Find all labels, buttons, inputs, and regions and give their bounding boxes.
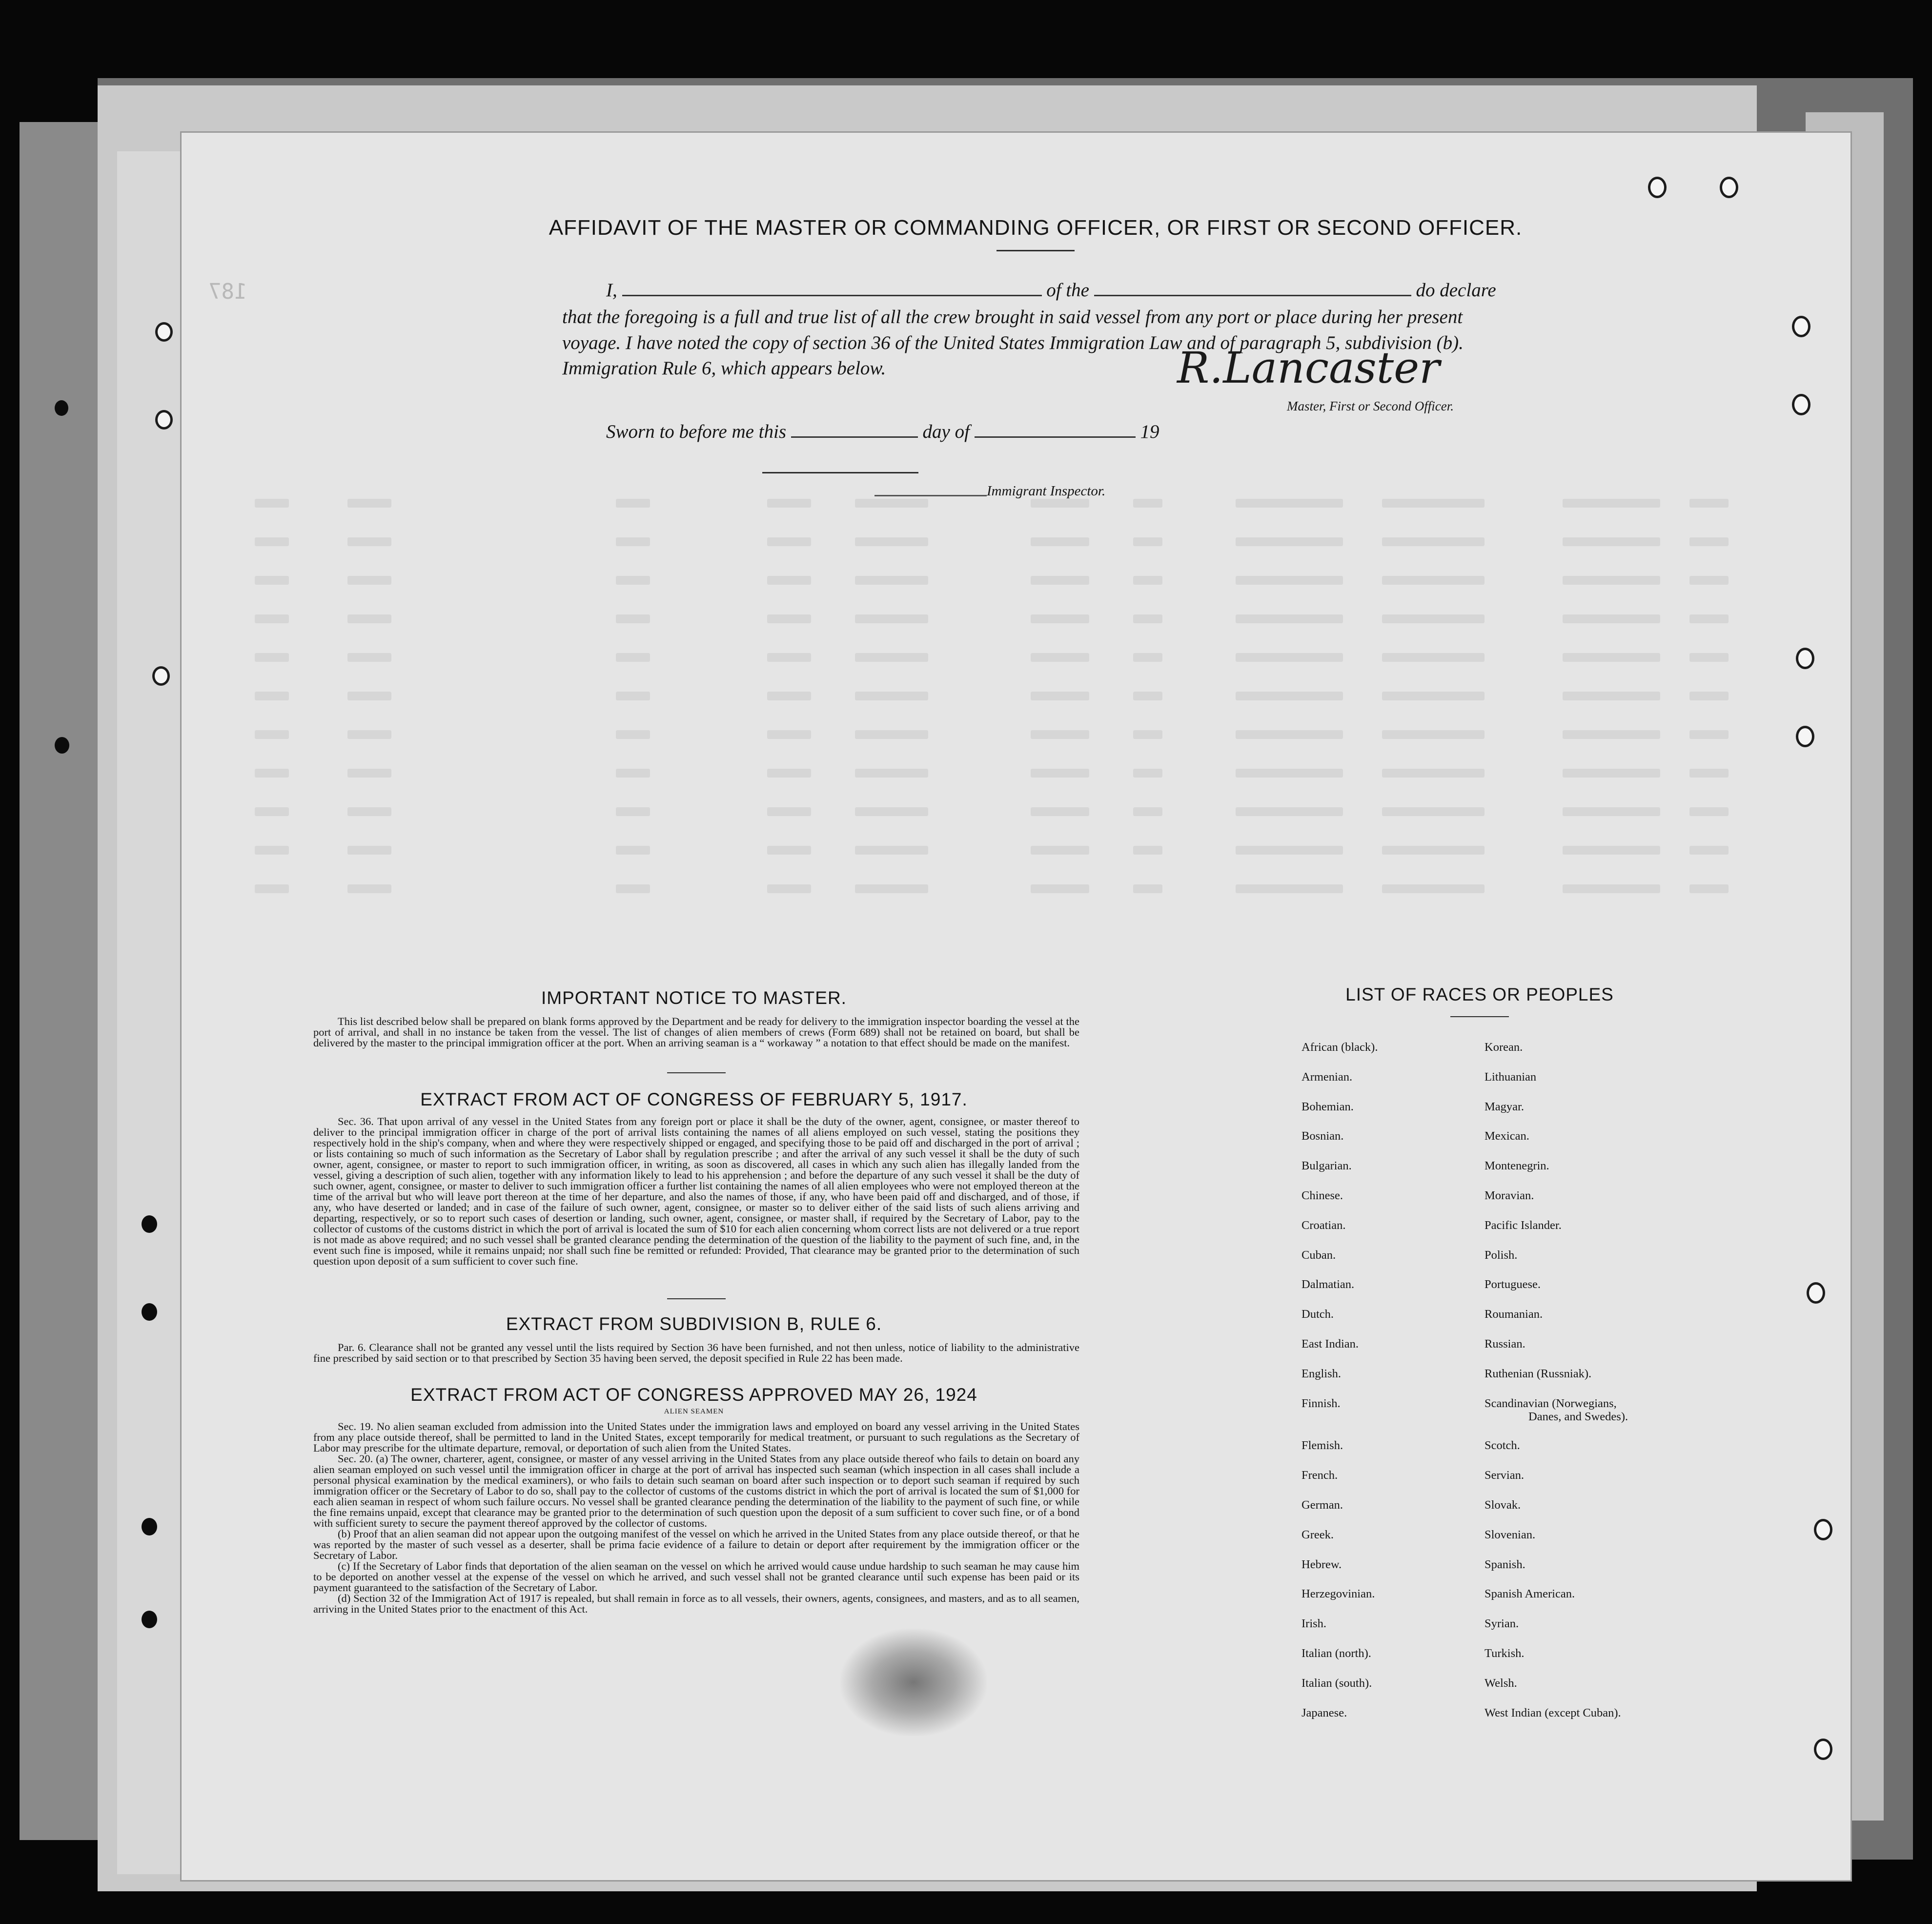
bleed-through-mark bbox=[1133, 653, 1162, 662]
extract-1924-text bbox=[313, 1421, 1079, 1615]
bleed-through-mark bbox=[855, 769, 928, 778]
binder-hole bbox=[142, 1611, 157, 1628]
bleed-through-mark bbox=[255, 537, 289, 546]
bleed-through-mark bbox=[1382, 807, 1485, 816]
extract-1917-text bbox=[313, 1116, 1079, 1267]
bleed-through-mark bbox=[1563, 537, 1660, 546]
affidavit-title: AFFIDAVIT OF THE MASTER OR COMMANDING OFFICER, OR FIRST OR SECOND OFFICER. bbox=[549, 216, 1523, 240]
race-right-item: Montenegrin. bbox=[1485, 1159, 1549, 1173]
race-right-item: Korean. bbox=[1485, 1041, 1523, 1054]
bleed-through-mark bbox=[1563, 730, 1660, 739]
bleed-through-mark bbox=[1382, 730, 1485, 739]
races-divider bbox=[1450, 1016, 1509, 1017]
vessel-name-field[interactable] bbox=[1094, 295, 1411, 296]
bleed-through-mark bbox=[767, 769, 811, 778]
subdivision-b-paragraph: Par. 6. Clearance shall not be granted any vessel until the lists required by Section 36 have been furnished, and not then unless, notice of liability to the administrative fine prescribed by said section or to that prescribed by Section 35 having been served, the deposit specified in Rule 22 has been made. bbox=[313, 1341, 1079, 1364]
race-left-item: Japanese. bbox=[1302, 1706, 1347, 1719]
year-label: 19 bbox=[1140, 421, 1159, 442]
race-left-item: Armenian. bbox=[1302, 1070, 1353, 1084]
binder-hole bbox=[1807, 1282, 1825, 1304]
bleed-through-mark bbox=[1133, 807, 1162, 816]
bleed-through-mark bbox=[1689, 730, 1729, 739]
bleed-through-mark bbox=[616, 846, 650, 855]
race-left-item: Bosnian. bbox=[1302, 1129, 1344, 1143]
do-declare-label: do declare bbox=[1416, 280, 1496, 301]
race-right-item: Pacific Islander. bbox=[1485, 1218, 1562, 1232]
bleed-through-mark bbox=[855, 499, 928, 508]
binder-hole bbox=[1792, 394, 1810, 415]
bleed-through-mark bbox=[255, 807, 289, 816]
bleed-through-mark bbox=[1031, 730, 1089, 739]
bleed-through-mark bbox=[1689, 537, 1729, 546]
bleed-through-mark bbox=[1031, 884, 1089, 893]
bleed-through-mark bbox=[616, 537, 650, 546]
bleed-through-mark bbox=[855, 730, 928, 739]
bleed-through-mark bbox=[1382, 537, 1485, 546]
bleed-through-mark bbox=[1031, 499, 1089, 508]
race-left-item: Dalmatian. bbox=[1302, 1278, 1355, 1291]
race-right-item: Mexican. bbox=[1485, 1129, 1529, 1143]
bleed-through-mark bbox=[347, 807, 391, 816]
alien-seamen-subtitle: ALIEN SEAMEN bbox=[664, 1408, 724, 1415]
race-right-item: Moravian. bbox=[1485, 1189, 1534, 1202]
inspector-line-1 bbox=[762, 472, 918, 473]
bleed-through-mark bbox=[1689, 614, 1729, 623]
race-left-item: Bohemian. bbox=[1302, 1100, 1354, 1113]
bleed-through-mark bbox=[1382, 884, 1485, 893]
signature-caption: Master, First or Second Officer. bbox=[1287, 399, 1454, 413]
bleed-through-mark bbox=[255, 499, 289, 508]
bleed-through-mark bbox=[1689, 499, 1729, 508]
bleed-through-mark bbox=[255, 730, 289, 739]
bleed-through-mark bbox=[1689, 846, 1729, 855]
declaration-line-2: that the foregoing is a full and true list of all the crew brought in said vessel from any port or place during her present bbox=[562, 307, 1463, 327]
subdivision-b-title: EXTRACT FROM SUBDIVISION B, RULE 6. bbox=[506, 1314, 882, 1334]
race-left-item: Flemish. bbox=[1302, 1439, 1343, 1453]
bleed-through-mark bbox=[1031, 653, 1089, 662]
bleed-through-mark bbox=[1563, 769, 1660, 778]
bleed-through-mark bbox=[616, 884, 650, 893]
binder-hole bbox=[142, 1518, 157, 1535]
bleed-through-mark bbox=[855, 537, 928, 546]
race-left-item: African (black). bbox=[1302, 1041, 1378, 1054]
subdivision-b-text bbox=[313, 1342, 1079, 1364]
race-right-item: Syrian. bbox=[1485, 1617, 1519, 1631]
bleed-through-mark bbox=[616, 769, 650, 778]
bleed-through-mark bbox=[1563, 499, 1660, 508]
race-left-item: Herzegovinian. bbox=[1302, 1587, 1375, 1601]
bleed-through-mark bbox=[1236, 807, 1343, 816]
race-left-item: Bulgarian. bbox=[1302, 1159, 1352, 1173]
bleed-through-mark bbox=[1563, 692, 1660, 700]
binder-hole bbox=[1814, 1739, 1832, 1760]
binder-hole bbox=[142, 1303, 157, 1321]
bleed-through-mark bbox=[1236, 846, 1343, 855]
extract-1917-title: EXTRACT FROM ACT OF CONGRESS OF FEBRUARY 5, 1917. bbox=[420, 1089, 968, 1109]
race-left-item: Chinese. bbox=[1302, 1189, 1343, 1202]
bleed-through-mark bbox=[767, 653, 811, 662]
bleed-through-mark bbox=[1382, 692, 1485, 700]
bleed-through-mark bbox=[1236, 884, 1343, 893]
race-right-item: Roumanian. bbox=[1485, 1308, 1543, 1321]
race-left-item: English. bbox=[1302, 1367, 1341, 1380]
races-title: LIST OF RACES OR PEOPLES bbox=[1345, 984, 1614, 1004]
race-right-item: Scandinavian (Norwegians, bbox=[1485, 1396, 1617, 1410]
sworn-label: Sworn to before me this bbox=[606, 421, 787, 442]
bleed-through-mark bbox=[1236, 730, 1343, 739]
bleed-through-mark bbox=[1382, 846, 1485, 855]
bleed-through-mark bbox=[1689, 769, 1729, 778]
bleed-through-mark bbox=[855, 576, 928, 585]
bleed-through-mark bbox=[1563, 846, 1660, 855]
bleed-through-mark bbox=[767, 807, 811, 816]
bleed-through-mark bbox=[347, 614, 391, 623]
bleed-through-mark bbox=[855, 614, 928, 623]
race-left-item: Croatian. bbox=[1302, 1218, 1346, 1232]
bleed-through-mark bbox=[855, 692, 928, 700]
race-right-item: Lithuanian bbox=[1485, 1070, 1537, 1084]
extract-1917-paragraph: Sec. 36. That upon arrival of any vessel in the United States from any foreign port or place it shall be the duty of the owner, agent, consignee, or master thereof to deliver to the principal immigration officer in charge of the port of arrival lists containing the names of all aliens employed on such vessel, stating the positions they respectively hold in the ship's company, when and where they were respectively shipped or engaged, and specifying those to be paid off and discharged in the port of arrival ; or lists containing so much of such information as the Secretary of Labor shall by regulation prescribe ; and after the arrival of any such vessel it shall be the duty of such owner, agent, consignee, or master to report to such immigration officer, in writing, as soon as discovered, all cases in which any such alien has illegally landed from the vessel, giving a description of such alien, together with any information likely to lead to his apprehension ; and before the departure of any such vessel it shall be the duty of such owner, agent, consignee, or master to deliver to such immigration officer a further list containing the names of all alien employees who were not employed thereon at the time of the arrival but who will leave port thereon at the time of her departure, and also the names of those, if any, who have been paid off and discharged, and of those, if any, who have deserted or landed; and in case of the failure of such owner, agent, consignee, or master so to deliver either of the said lists of such aliens arriving and departing, respectively, or so to report such cases of desertion or landing, such owner, agent, consignee, or master shall, if required by the Secretary of Labor, pay to the collector of customs of the customs district in which the port of arrival is located the sum of $10 for each alien concerning whom correct lists are not delivered or a true report is not made as above required; and no such vessel shall be granted clearance pending the determination of the question of the liability to the payment of such fine, and, in the event such fine is imposed, while it remains unpaid; nor shall such fine be remitted or refunded: Provided, That clearance may be granted prior to the determination of such question upon deposit of a sum sufficient to cover such fine. bbox=[313, 1115, 1079, 1267]
bleed-through-mark bbox=[1236, 653, 1343, 662]
race-right-item: Servian. bbox=[1485, 1469, 1524, 1482]
race-right-item: Turkish. bbox=[1485, 1647, 1525, 1660]
bleed-through-mark bbox=[767, 576, 811, 585]
bleed-through-mark bbox=[767, 884, 811, 893]
bleed-through-mark bbox=[1133, 884, 1162, 893]
bleed-through-mark bbox=[616, 653, 650, 662]
bleed-through-mark bbox=[616, 730, 650, 739]
bleed-through-mark bbox=[1689, 807, 1729, 816]
race-right-item: West Indian (except Cuban). bbox=[1485, 1706, 1621, 1719]
master-signature: R.Lancaster bbox=[1177, 343, 1440, 393]
section-20b: (b) Proof that an alien seaman did not appear upon the outgoing manifest of the vessel on which he arrived in the United States from any place outside thereof, or that he was reported by the master of such vessel as a deserter, shall be prima facie evidence of a failure to detain or deport after requirement by the immigration officer or the Secretary of Labor. bbox=[313, 1528, 1079, 1561]
bleed-through-mark bbox=[1236, 499, 1343, 508]
affidavit-page bbox=[182, 133, 1851, 1880]
bleed-through-mark bbox=[255, 884, 289, 893]
sworn-line bbox=[606, 421, 1159, 443]
race-left-item: German. bbox=[1302, 1498, 1343, 1512]
bleed-through-mark bbox=[1689, 884, 1729, 893]
day-of-label: day of bbox=[922, 421, 970, 442]
notice-text bbox=[313, 1016, 1079, 1048]
bleed-through-mark bbox=[616, 692, 650, 700]
race-continuation: Danes, and Swedes). bbox=[1528, 1410, 1628, 1423]
bleed-through-mark bbox=[1236, 576, 1343, 585]
of-the-label: of the bbox=[1046, 280, 1089, 301]
extract-1917-divider bbox=[667, 1298, 726, 1299]
sworn-month-field[interactable] bbox=[975, 436, 1136, 438]
race-right-item: Polish. bbox=[1485, 1248, 1518, 1262]
binder-hole bbox=[1648, 177, 1667, 198]
race-right-item: Spanish. bbox=[1485, 1557, 1525, 1571]
bleed-through-mark bbox=[1563, 576, 1660, 585]
race-right-item: Welsh. bbox=[1485, 1676, 1517, 1690]
bleed-through-mark bbox=[1133, 769, 1162, 778]
margin-page-number: 187 bbox=[208, 279, 247, 304]
bleed-through-mark bbox=[347, 846, 391, 855]
notice-divider bbox=[667, 1072, 726, 1073]
bleed-through-mark bbox=[855, 653, 928, 662]
race-right-item: Russian. bbox=[1485, 1337, 1525, 1351]
bleed-through-mark bbox=[1031, 576, 1089, 585]
race-right-item: Slovenian. bbox=[1485, 1528, 1536, 1541]
bleed-through-mark bbox=[255, 769, 289, 778]
section-20c: (c) If the Secretary of Labor finds that deportation of the alien seaman on the vessel on which he arrived would cause undue hardship to such seaman he may cause him to be deported on another vessel at the expense of the vessel on which he arrived, and such vessel shall not be granted clearance until such expense has been paid or its payment guaranteed to the satisfaction of the Secretary of Labor. bbox=[313, 1560, 1079, 1594]
inspector-line-2 bbox=[874, 495, 987, 496]
bleed-through-mark bbox=[1031, 614, 1089, 623]
bleed-through-mark bbox=[347, 653, 391, 662]
bleed-through-mark bbox=[347, 499, 391, 508]
bleed-through-mark bbox=[347, 730, 391, 739]
binder-hole bbox=[55, 400, 68, 416]
bleed-through-mark bbox=[1563, 614, 1660, 623]
declaration-i-label: I, bbox=[606, 280, 617, 301]
bleed-through-mark bbox=[1133, 499, 1162, 508]
binder-hole bbox=[1796, 648, 1814, 669]
binder-hole bbox=[155, 322, 173, 342]
bleed-through-mark bbox=[1133, 692, 1162, 700]
section-20a: Sec. 20. (a) The owner, charterer, agent, consignee, or master of any vessel arriving in the United States from any place outside thereof who fails to detain on board any alien seaman employed on such vessel until the immigration officer in charge at the port of arrival has inspected such seaman (which inspection in all cases shall include a personal physical examination by the medical examiners), or who fails to detain such seaman on board after such inspection or to deport such seaman if required by such immigration officer or the Secretary of Labor to do so, shall pay to the collector of customs of the customs district in which the port of arrival is located the sum of $1,000 for each alien seaman in respect of whom such failure occurs. No vessel shall be granted clearance pending the determination of the liability to the payment of such fine, or while the fine remains unpaid, except that clearance may be granted prior to the determination of such question upon the deposit of a sum sufficient to cover such fine, or of a bond with sufficient surety to secure the payment thereof approved by the collector of customs. bbox=[313, 1453, 1079, 1529]
bleed-through-mark bbox=[767, 692, 811, 700]
bleed-through-mark bbox=[1689, 576, 1729, 585]
inspector-caption: Immigrant Inspector. bbox=[987, 483, 1106, 499]
declaration-line-1 bbox=[606, 279, 1496, 301]
binder-hole bbox=[155, 410, 173, 430]
bleed-through-mark bbox=[767, 730, 811, 739]
race-left-item: Dutch. bbox=[1302, 1308, 1334, 1321]
bleed-through-mark bbox=[255, 576, 289, 585]
bleed-through-mark bbox=[1236, 537, 1343, 546]
bleed-through-mark bbox=[1133, 730, 1162, 739]
bleed-through-mark bbox=[1563, 653, 1660, 662]
race-left-item: Hebrew. bbox=[1302, 1557, 1342, 1571]
bleed-through-mark bbox=[1689, 692, 1729, 700]
notice-paragraph: This list described below shall be prepared on blank forms approved by the Department and be ready for delivery to the immigration inspector boarding the vessel at the port of arrival, and shall in no instance be taken from the vessel. The list of changes of alien members of crews (Form 689) shall not be retained on board, but shall be delivered by the master to the principal immigration officer at the port. When an arriving seaman is a “ workaway ” a notation to that effect should be made on the manifest. bbox=[313, 1015, 1079, 1049]
bleed-through-mark bbox=[1563, 884, 1660, 893]
binder-hole bbox=[152, 666, 170, 686]
bleed-through-mark bbox=[616, 614, 650, 623]
ink-stamp-smudge bbox=[840, 1629, 987, 1736]
binder-hole bbox=[1720, 177, 1738, 198]
bleed-through-mark bbox=[255, 653, 289, 662]
bleed-through-mark bbox=[616, 807, 650, 816]
race-left-item: French. bbox=[1302, 1469, 1338, 1482]
bleed-through-mark bbox=[347, 576, 391, 585]
race-right-item: Scotch. bbox=[1485, 1439, 1520, 1453]
bleed-through-mark bbox=[855, 807, 928, 816]
bleed-through-mark bbox=[1236, 769, 1343, 778]
bleed-through-mark bbox=[347, 537, 391, 546]
binder-hole bbox=[1814, 1519, 1832, 1540]
bleed-through-mark bbox=[1382, 499, 1485, 508]
race-left-item: Italian (south). bbox=[1302, 1676, 1372, 1690]
bleed-through-mark bbox=[255, 692, 289, 700]
bleed-through-mark bbox=[767, 537, 811, 546]
bleed-through-mark bbox=[1563, 807, 1660, 816]
bleed-through-mark bbox=[1133, 614, 1162, 623]
bleed-through-mark bbox=[255, 614, 289, 623]
race-right-item: Magyar. bbox=[1485, 1100, 1524, 1113]
bleed-through-mark bbox=[1382, 769, 1485, 778]
bleed-through-mark bbox=[1382, 614, 1485, 623]
bleed-through-mark bbox=[1133, 537, 1162, 546]
bleed-through-mark bbox=[855, 884, 928, 893]
bleed-through-mark bbox=[1031, 769, 1089, 778]
bleed-through-mark bbox=[1236, 692, 1343, 700]
bleed-through-mark bbox=[347, 769, 391, 778]
bleed-through-mark bbox=[1133, 576, 1162, 585]
bleed-through-mark bbox=[767, 846, 811, 855]
declaration-line-3: voyage. I have noted the copy of section 36 of the United States Immigration Law and of paragraph 5, subdivision (b). bbox=[562, 332, 1464, 353]
race-right-item: Slovak. bbox=[1485, 1498, 1521, 1512]
section-19: Sec. 19. No alien seaman excluded from admission into the United States under the immigration laws and employed on board any vessel arriving in the United States from any place outside thereof, shall be permitted to land in the United States, except temporarily for medical treatment, or pursuant to such regulations as the Secretary of Labor may prescribe for the ultimate departure, removal, or deportation of such alien from the United States. bbox=[313, 1420, 1079, 1454]
bleed-through-mark bbox=[1133, 846, 1162, 855]
bleed-through-mark bbox=[855, 846, 928, 855]
bleed-through-mark bbox=[1031, 807, 1089, 816]
extract-1924-title: EXTRACT FROM ACT OF CONGRESS APPROVED MAY 26, 1924 bbox=[410, 1385, 977, 1405]
binder-hole bbox=[1796, 726, 1814, 747]
notice-title: IMPORTANT NOTICE TO MASTER. bbox=[541, 988, 847, 1008]
bleed-through-mark bbox=[255, 846, 289, 855]
binder-hole bbox=[1792, 316, 1810, 337]
race-left-item: Italian (north). bbox=[1302, 1647, 1371, 1660]
master-name-field[interactable] bbox=[622, 295, 1042, 296]
declaration-line-4: Immigration Rule 6, which appears below. bbox=[562, 358, 886, 379]
bleed-through-mark bbox=[616, 499, 650, 508]
binder-hole bbox=[55, 737, 69, 754]
race-left-item: East Indian. bbox=[1302, 1337, 1359, 1351]
bleed-through-mark bbox=[1031, 537, 1089, 546]
bleed-through-mark bbox=[347, 692, 391, 700]
bleed-through-mark bbox=[616, 576, 650, 585]
race-left-item: Cuban. bbox=[1302, 1248, 1336, 1262]
bleed-through-mark bbox=[1031, 692, 1089, 700]
bleed-through-mark bbox=[347, 884, 391, 893]
section-20d: (d) Section 32 of the Immigration Act of 1917 is repealed, but shall remain in force as to all vessels, their owners, agents, consignees, and masters, and as to all seamen, arriving in the United States prior to the enactment of this Act. bbox=[313, 1592, 1079, 1615]
title-divider bbox=[997, 250, 1075, 251]
bleed-through-mark bbox=[1689, 653, 1729, 662]
sworn-day-field[interactable] bbox=[791, 436, 918, 438]
race-left-item: Greek. bbox=[1302, 1528, 1334, 1541]
bleed-through-mark bbox=[1382, 576, 1485, 585]
bleed-through-mark bbox=[767, 614, 811, 623]
bleed-through-mark bbox=[1382, 653, 1485, 662]
bleed-through-mark bbox=[767, 499, 811, 508]
bleed-through-mark bbox=[1236, 614, 1343, 623]
binder-hole bbox=[142, 1215, 157, 1233]
race-left-item: Irish. bbox=[1302, 1617, 1327, 1631]
bleed-through-mark bbox=[1031, 846, 1089, 855]
race-left-item: Finnish. bbox=[1302, 1396, 1341, 1410]
race-right-item: Portuguese. bbox=[1485, 1278, 1541, 1291]
race-right-item: Spanish American. bbox=[1485, 1587, 1575, 1601]
race-right-item: Ruthenian (Russniak). bbox=[1485, 1367, 1592, 1380]
